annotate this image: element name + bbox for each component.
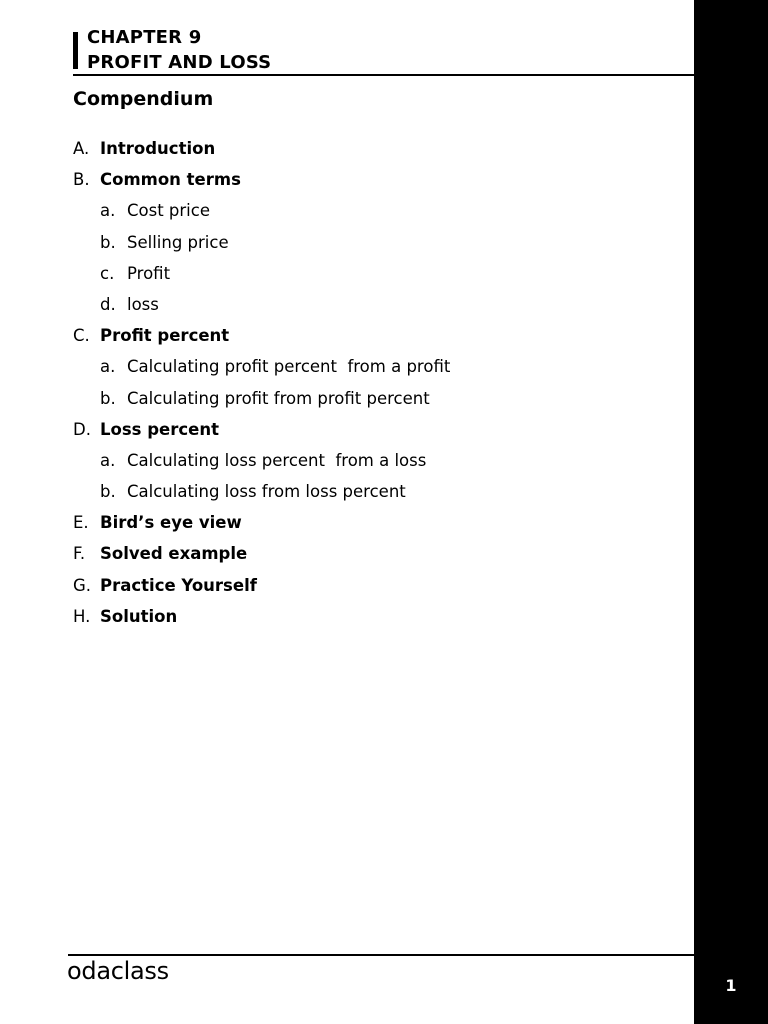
toc-subsection <box>73 354 673 385</box>
toc-label: Common terms <box>100 170 241 190</box>
toc-marker: H. <box>73 606 91 626</box>
toc-marker: G. <box>73 575 92 595</box>
toc-marker: F. <box>73 544 86 564</box>
toc-subsection <box>73 386 673 417</box>
side-bar <box>694 0 768 1024</box>
toc-section <box>73 573 673 604</box>
toc-marker: C. <box>73 326 90 346</box>
toc-label: Loss percent <box>100 419 219 439</box>
toc-label: Solved example <box>100 544 248 564</box>
chapter-number: CHAPTER 9 <box>87 27 202 48</box>
toc-subsection <box>73 448 673 479</box>
toc-marker: D. <box>73 419 91 439</box>
toc-label: Practice Yourself <box>100 575 257 595</box>
toc-marker: A. <box>73 139 90 158</box>
toc-label: Introduction <box>100 139 216 158</box>
toc-label: Profit percent <box>100 326 230 346</box>
toc-label: Calculating loss percent from a loss <box>127 450 427 470</box>
toc-label: Profit <box>127 263 171 283</box>
toc-section <box>73 417 673 448</box>
section-title: Compendium <box>73 88 214 110</box>
page-number: 1 <box>725 976 737 995</box>
toc-section <box>73 323 673 354</box>
toc-subsection <box>73 292 673 323</box>
toc-marker: a. <box>100 201 116 221</box>
toc-marker: a. <box>100 357 116 377</box>
table-of-contents <box>73 136 673 635</box>
toc-marker: b. <box>100 232 116 252</box>
toc-section <box>73 167 673 198</box>
toc-marker: b. <box>100 482 116 502</box>
toc-label: Bird’s eye view <box>100 513 242 533</box>
toc-section <box>73 541 673 572</box>
toc-subsection <box>73 230 673 261</box>
toc-label: Calculating loss from loss percent <box>127 482 406 502</box>
header-divider <box>73 74 694 76</box>
toc-marker: d. <box>100 294 116 314</box>
toc-marker: c. <box>100 263 115 283</box>
toc-marker: b. <box>100 388 116 408</box>
toc-subsection <box>73 198 673 229</box>
toc-subsection <box>73 479 673 510</box>
toc-label: Calculating profit percent from a profit <box>127 357 451 377</box>
chapter-mark <box>73 32 78 69</box>
brand-logo: odaclass <box>67 957 169 985</box>
toc-marker: B. <box>73 170 90 190</box>
toc-section <box>73 510 673 541</box>
toc-marker: E. <box>73 513 89 533</box>
chapter-title: PROFIT AND LOSS <box>87 52 272 73</box>
toc-label: Selling price <box>127 232 229 252</box>
toc-label: Calculating profit from profit percent <box>127 388 430 408</box>
toc-label: loss <box>127 294 159 314</box>
toc-section <box>73 604 673 635</box>
toc-subsection <box>73 261 673 292</box>
toc-section <box>73 136 673 167</box>
chapter-heading <box>87 25 271 75</box>
toc-label: Solution <box>100 606 178 626</box>
toc-label: Cost price <box>127 201 210 221</box>
toc-marker: a. <box>100 450 116 470</box>
